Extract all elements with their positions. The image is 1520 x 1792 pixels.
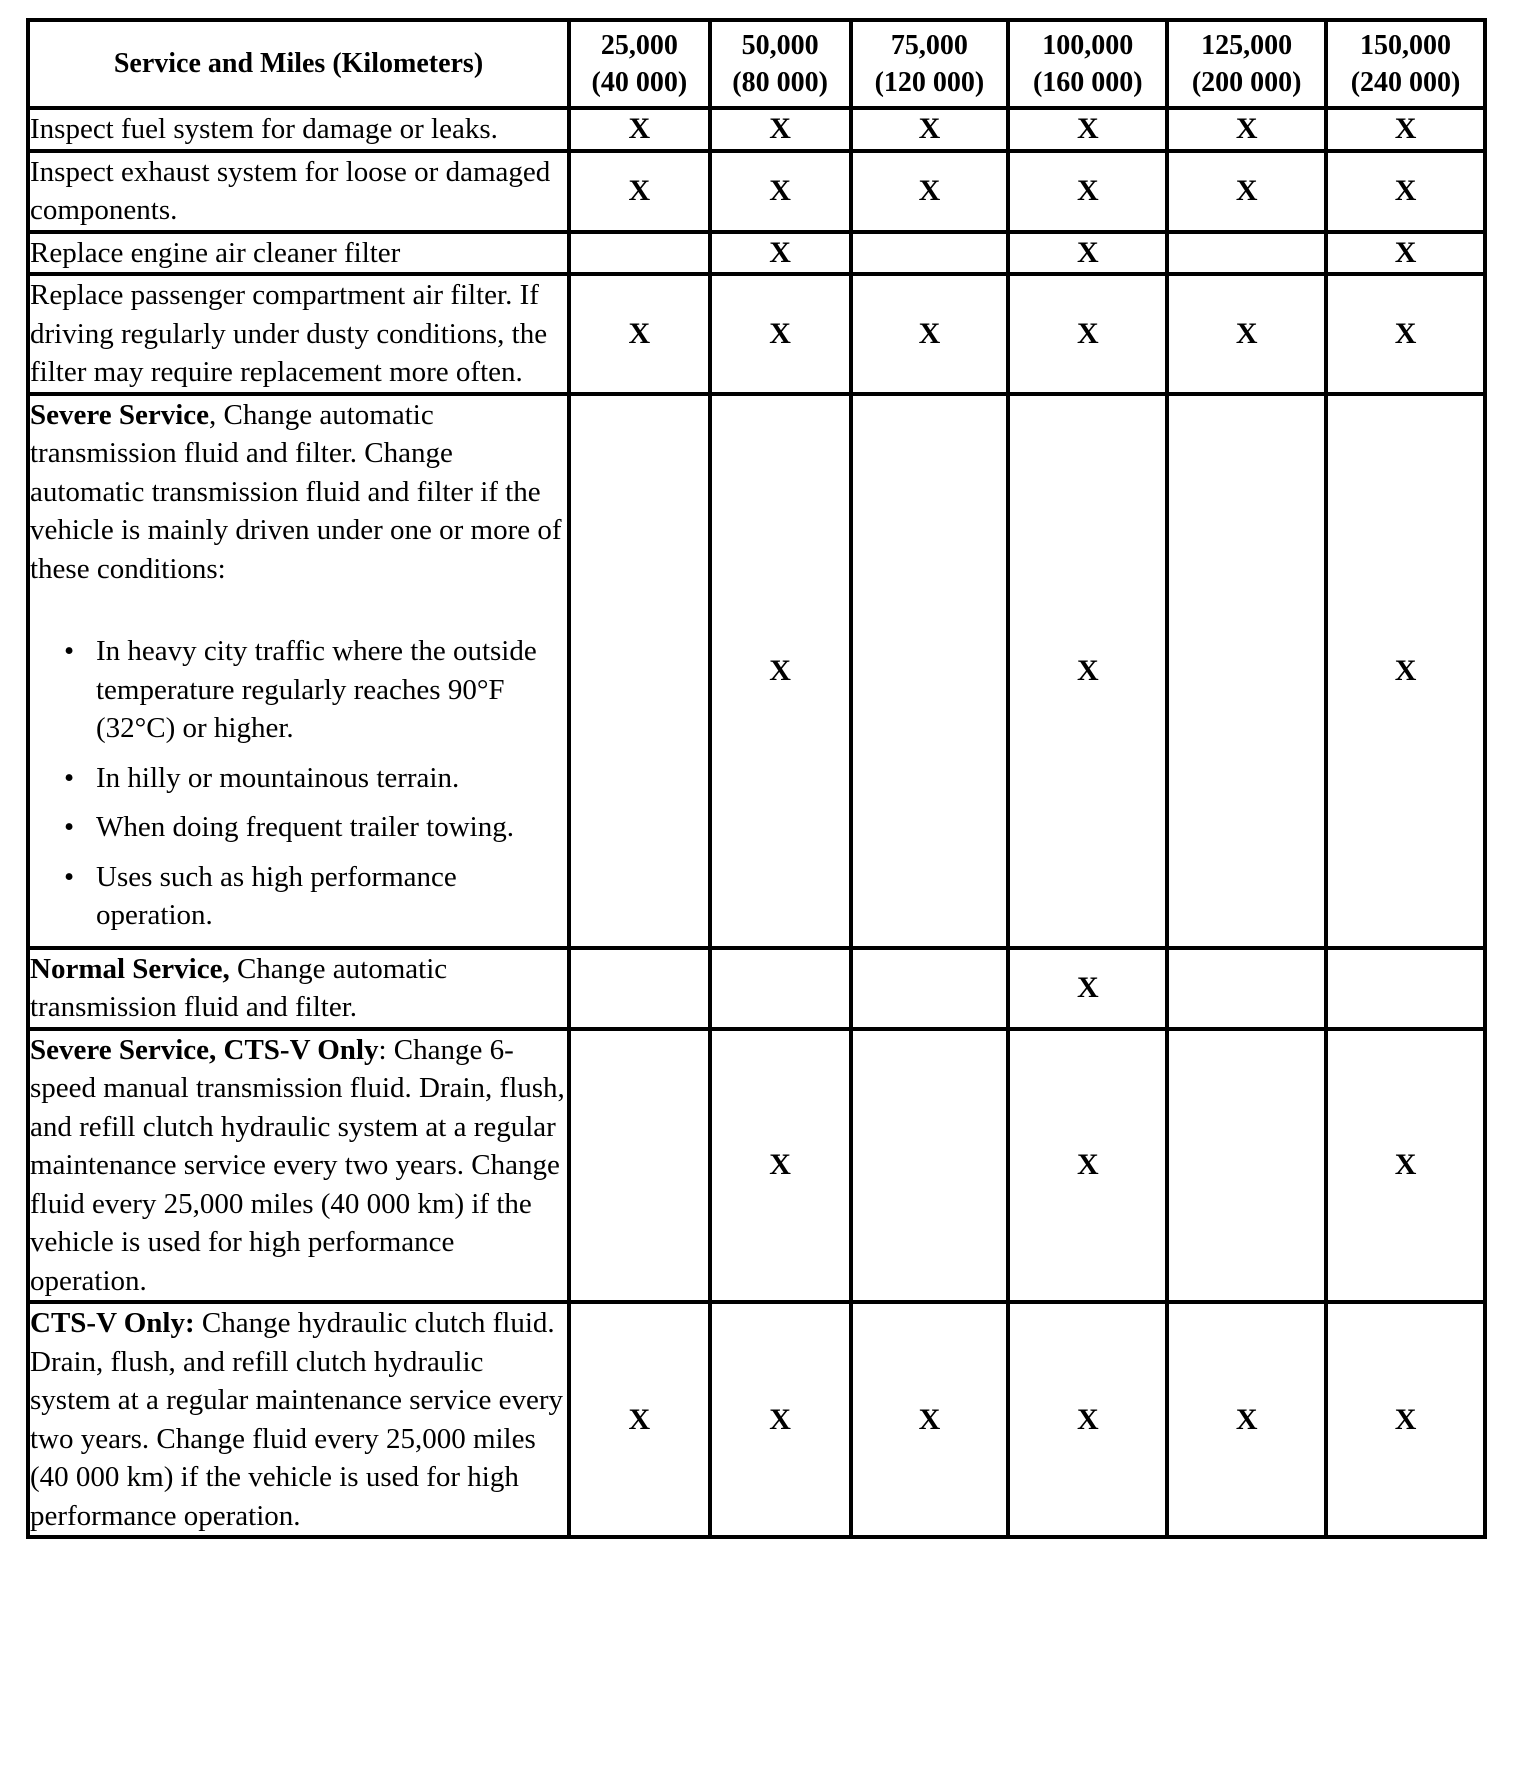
- interval-mark: [569, 1029, 710, 1303]
- interval-mark: [569, 394, 710, 948]
- interval-mark: [1167, 948, 1326, 1029]
- interval-mark: [569, 948, 710, 1029]
- interval-mark: [569, 232, 710, 275]
- interval-km: (120 000): [874, 67, 985, 98]
- interval-mark: [851, 1029, 1009, 1303]
- interval-header: [1008, 20, 1167, 108]
- interval-mark: [1167, 232, 1326, 275]
- interval-header: [851, 20, 1009, 108]
- interval-mark: [1326, 948, 1485, 1029]
- service-row: [28, 948, 1485, 1029]
- interval-mark: X: [851, 1302, 1009, 1537]
- service-text: : Change 6-speed manual transmission fluid. Drain, flush, and refill clutch hydraulic system at a regular maintenance service every two years. Change fluid every 25,000 miles (40 000 km) if the vehicle is used for high performance operation.: [30, 1033, 565, 1297]
- interval-mark: X: [1326, 1029, 1485, 1303]
- condition-item: • When doing frequent trailer towing.: [30, 808, 567, 847]
- interval-mark: X: [710, 274, 851, 394]
- interval-mark: X: [710, 394, 851, 948]
- service-text: Replace passenger compartment air filter. If driving regularly under dusty conditions, the filter may require replacement more often.: [30, 279, 548, 388]
- service-row: [28, 108, 1485, 151]
- interval-header: [569, 20, 710, 108]
- interval-mark: X: [710, 151, 851, 232]
- service-description: [28, 1029, 569, 1303]
- service-description: [28, 394, 569, 948]
- interval-mark: X: [1008, 1302, 1167, 1537]
- service-row: [28, 151, 1485, 232]
- interval-mark: [851, 948, 1009, 1029]
- interval-mark: X: [851, 151, 1009, 232]
- interval-mark: [1167, 1029, 1326, 1303]
- interval-header: [1167, 20, 1326, 108]
- interval-header: [710, 20, 851, 108]
- service-row: [28, 274, 1485, 394]
- interval-mark: X: [1008, 948, 1167, 1029]
- interval-mark: X: [569, 108, 710, 151]
- service-row: [28, 1029, 1485, 1303]
- interval-mark: X: [851, 274, 1009, 394]
- interval-mark: X: [710, 1029, 851, 1303]
- interval-miles: 75,000: [890, 30, 968, 61]
- interval-header: [1326, 20, 1485, 108]
- service-header: Service and Miles (Kilometers): [28, 20, 569, 108]
- interval-mark: X: [1008, 274, 1167, 394]
- service-label: CTS-V Only:: [30, 1307, 195, 1339]
- interval-mark: X: [569, 151, 710, 232]
- service-description: [28, 274, 569, 394]
- service-row: [28, 394, 1485, 948]
- interval-miles: 25,000: [600, 30, 678, 61]
- interval-km: (40 000): [591, 67, 688, 98]
- service-label: Normal Service,: [30, 952, 230, 985]
- interval-km: (200 000): [1191, 67, 1302, 98]
- interval-km: (160 000): [1032, 67, 1143, 98]
- service-label: Severe Service: [30, 398, 210, 431]
- interval-mark: X: [710, 108, 851, 151]
- service-description: [28, 1302, 569, 1537]
- service-text: Inspect fuel system for damage or leaks.: [30, 113, 498, 145]
- service-description: [28, 232, 569, 275]
- header-row: [28, 20, 1485, 108]
- service-text: Replace engine air cleaner filter: [30, 236, 401, 269]
- interval-mark: X: [1008, 394, 1167, 948]
- interval-miles: 100,000: [1042, 30, 1134, 61]
- interval-mark: [710, 948, 851, 1029]
- interval-mark: X: [1326, 151, 1485, 232]
- condition-item: • In hilly or mountainous terrain.: [30, 759, 567, 798]
- spacer: [30, 588, 567, 632]
- interval-mark: [1167, 394, 1326, 948]
- service-description: [28, 948, 569, 1029]
- interval-mark: [851, 394, 1009, 948]
- service-label: Severe Service, CTS-V Only: [30, 1033, 379, 1066]
- service-text: , Change automatic transmission fluid and filter. Change automatic transmission fluid and filter if the vehicle is mainly driven under one or more of these conditions:: [30, 398, 562, 585]
- interval-miles: 125,000: [1201, 30, 1293, 61]
- service-text: Change automatic transmission fluid and filter.: [30, 952, 448, 1023]
- interval-mark: X: [569, 1302, 710, 1537]
- interval-mark: X: [851, 108, 1009, 151]
- interval-mark: X: [1326, 232, 1485, 275]
- interval-km: (80 000): [732, 67, 828, 98]
- interval-mark: X: [1167, 274, 1326, 394]
- interval-mark: X: [1008, 1029, 1167, 1303]
- maintenance-schedule-table: [26, 18, 1487, 1539]
- condition-list: [30, 632, 567, 935]
- interval-mark: X: [1326, 274, 1485, 394]
- interval-km: (240 000): [1350, 67, 1461, 98]
- service-description: [28, 151, 569, 232]
- interval-mark: [851, 232, 1009, 275]
- interval-mark: X: [1008, 232, 1167, 275]
- condition-item: • Uses such as high performance operation.: [30, 858, 567, 935]
- interval-mark: X: [1167, 1302, 1326, 1537]
- interval-mark: X: [1008, 108, 1167, 151]
- interval-mark: X: [1326, 1302, 1485, 1537]
- interval-miles: 50,000: [741, 30, 819, 61]
- condition-item: • In heavy city traffic where the outside temperature regularly reaches 90°F (32°C) or higher.: [30, 632, 567, 748]
- service-row: [28, 232, 1485, 275]
- interval-mark: X: [710, 232, 851, 275]
- interval-mark: X: [1008, 151, 1167, 232]
- interval-miles: 150,000: [1360, 30, 1452, 61]
- interval-mark: X: [710, 1302, 851, 1537]
- service-row: [28, 1302, 1485, 1537]
- service-text: Change hydraulic clutch fluid. Drain, flush, and refill clutch hydraulic system at a regular maintenance service every two years. Change fluid every 25,000 miles (40 000 km) if the vehicle is used for high performance operation.: [30, 1307, 564, 1532]
- interval-mark: X: [1326, 394, 1485, 948]
- service-description: [28, 108, 569, 151]
- interval-mark: X: [1326, 108, 1485, 151]
- interval-mark: X: [1167, 108, 1326, 151]
- interval-mark: X: [1167, 151, 1326, 232]
- interval-mark: X: [569, 274, 710, 394]
- service-text: Inspect exhaust system for loose or damaged components.: [30, 155, 551, 226]
